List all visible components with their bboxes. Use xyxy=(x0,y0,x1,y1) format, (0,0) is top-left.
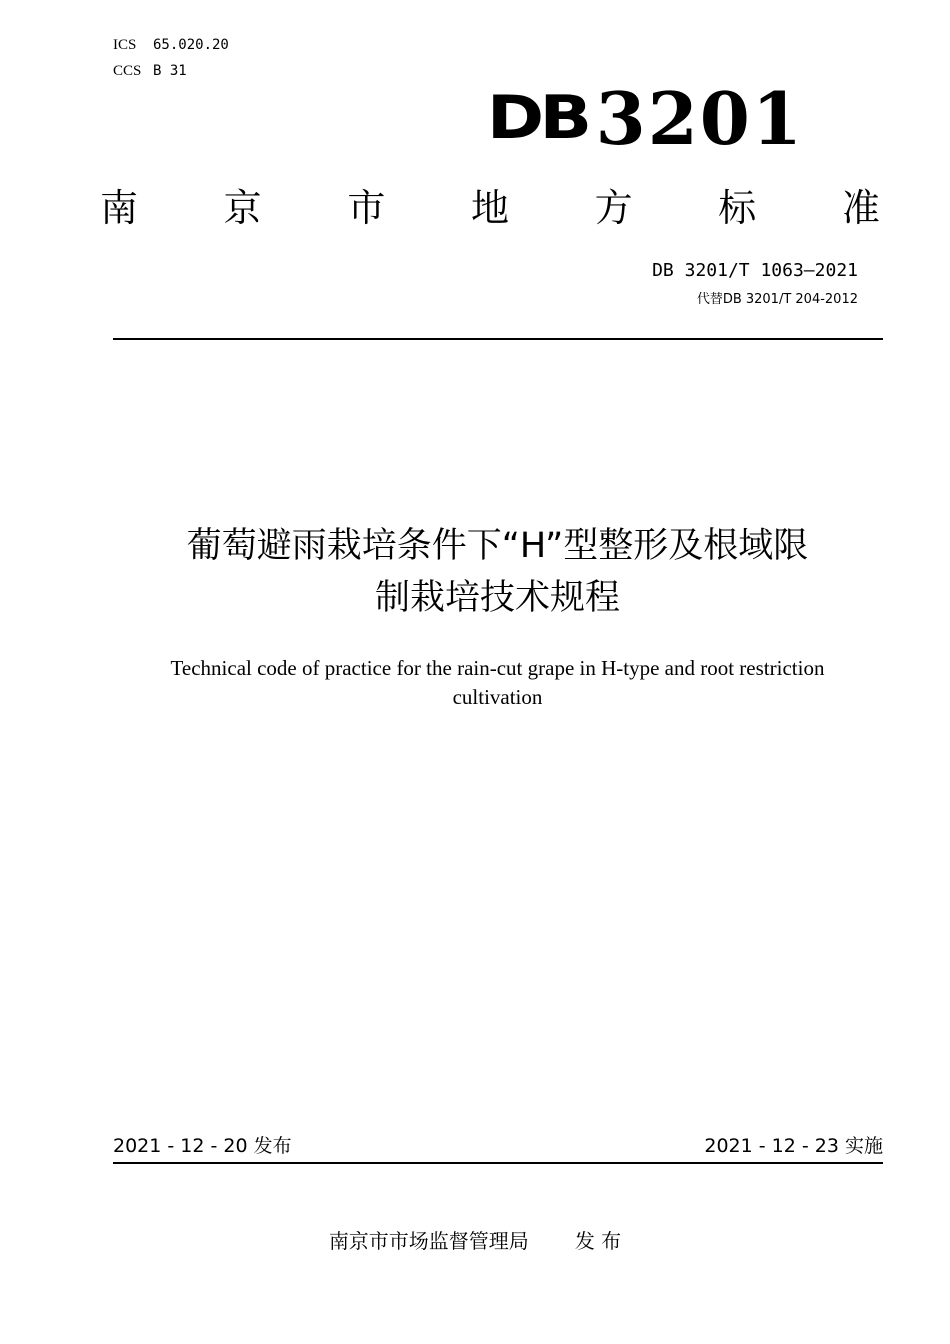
title-en-line: Technical code of practice for the rain-cut grape in H-type and root restriction xyxy=(170,656,825,680)
ccs-code xyxy=(113,62,187,80)
document-title-en xyxy=(120,654,875,712)
header-divider xyxy=(113,338,883,340)
standard-type-char: 南 xyxy=(100,186,139,230)
issuer-line xyxy=(0,1227,950,1255)
issuer-action: 发 布 xyxy=(574,1229,622,1253)
standard-type-heading xyxy=(100,185,880,231)
title-en-line: cultivation xyxy=(452,685,543,709)
ccs-label: CCS xyxy=(113,63,142,79)
implementation-date: 2021 - 12 - 23 实施 xyxy=(704,1135,883,1157)
standard-type-char: 方 xyxy=(594,186,633,230)
title-cn-line: 葡萄避雨栽培条件下“H”型整形及根域限 xyxy=(186,526,809,566)
standard-type-char: 京 xyxy=(223,186,262,230)
standard-type-char: 标 xyxy=(718,186,757,230)
ics-label: ICS xyxy=(113,37,137,53)
footer-divider xyxy=(113,1162,883,1164)
db-logo: DB xyxy=(486,83,588,153)
ics-code xyxy=(113,36,229,54)
document-title-cn xyxy=(100,520,895,624)
issuer-name: 南京市市场监督管理局 xyxy=(328,1229,529,1253)
db-code: 3201 xyxy=(595,75,804,161)
title-cn-line: 制栽培技术规程 xyxy=(374,578,620,618)
standard-type-char: 地 xyxy=(470,186,509,230)
standard-number: DB 3201/T 1063—2021 xyxy=(652,260,858,281)
ics-value: 65.020.20 xyxy=(153,37,229,53)
standard-mark xyxy=(486,75,804,161)
replaces-standard: 代替DB 3201/T 204-2012 xyxy=(696,292,858,307)
standard-type-char: 市 xyxy=(347,186,386,230)
standard-type-char: 准 xyxy=(841,186,880,230)
ccs-value: B 31 xyxy=(153,63,187,79)
issue-date: 2021 - 12 - 20 发布 xyxy=(113,1135,292,1157)
